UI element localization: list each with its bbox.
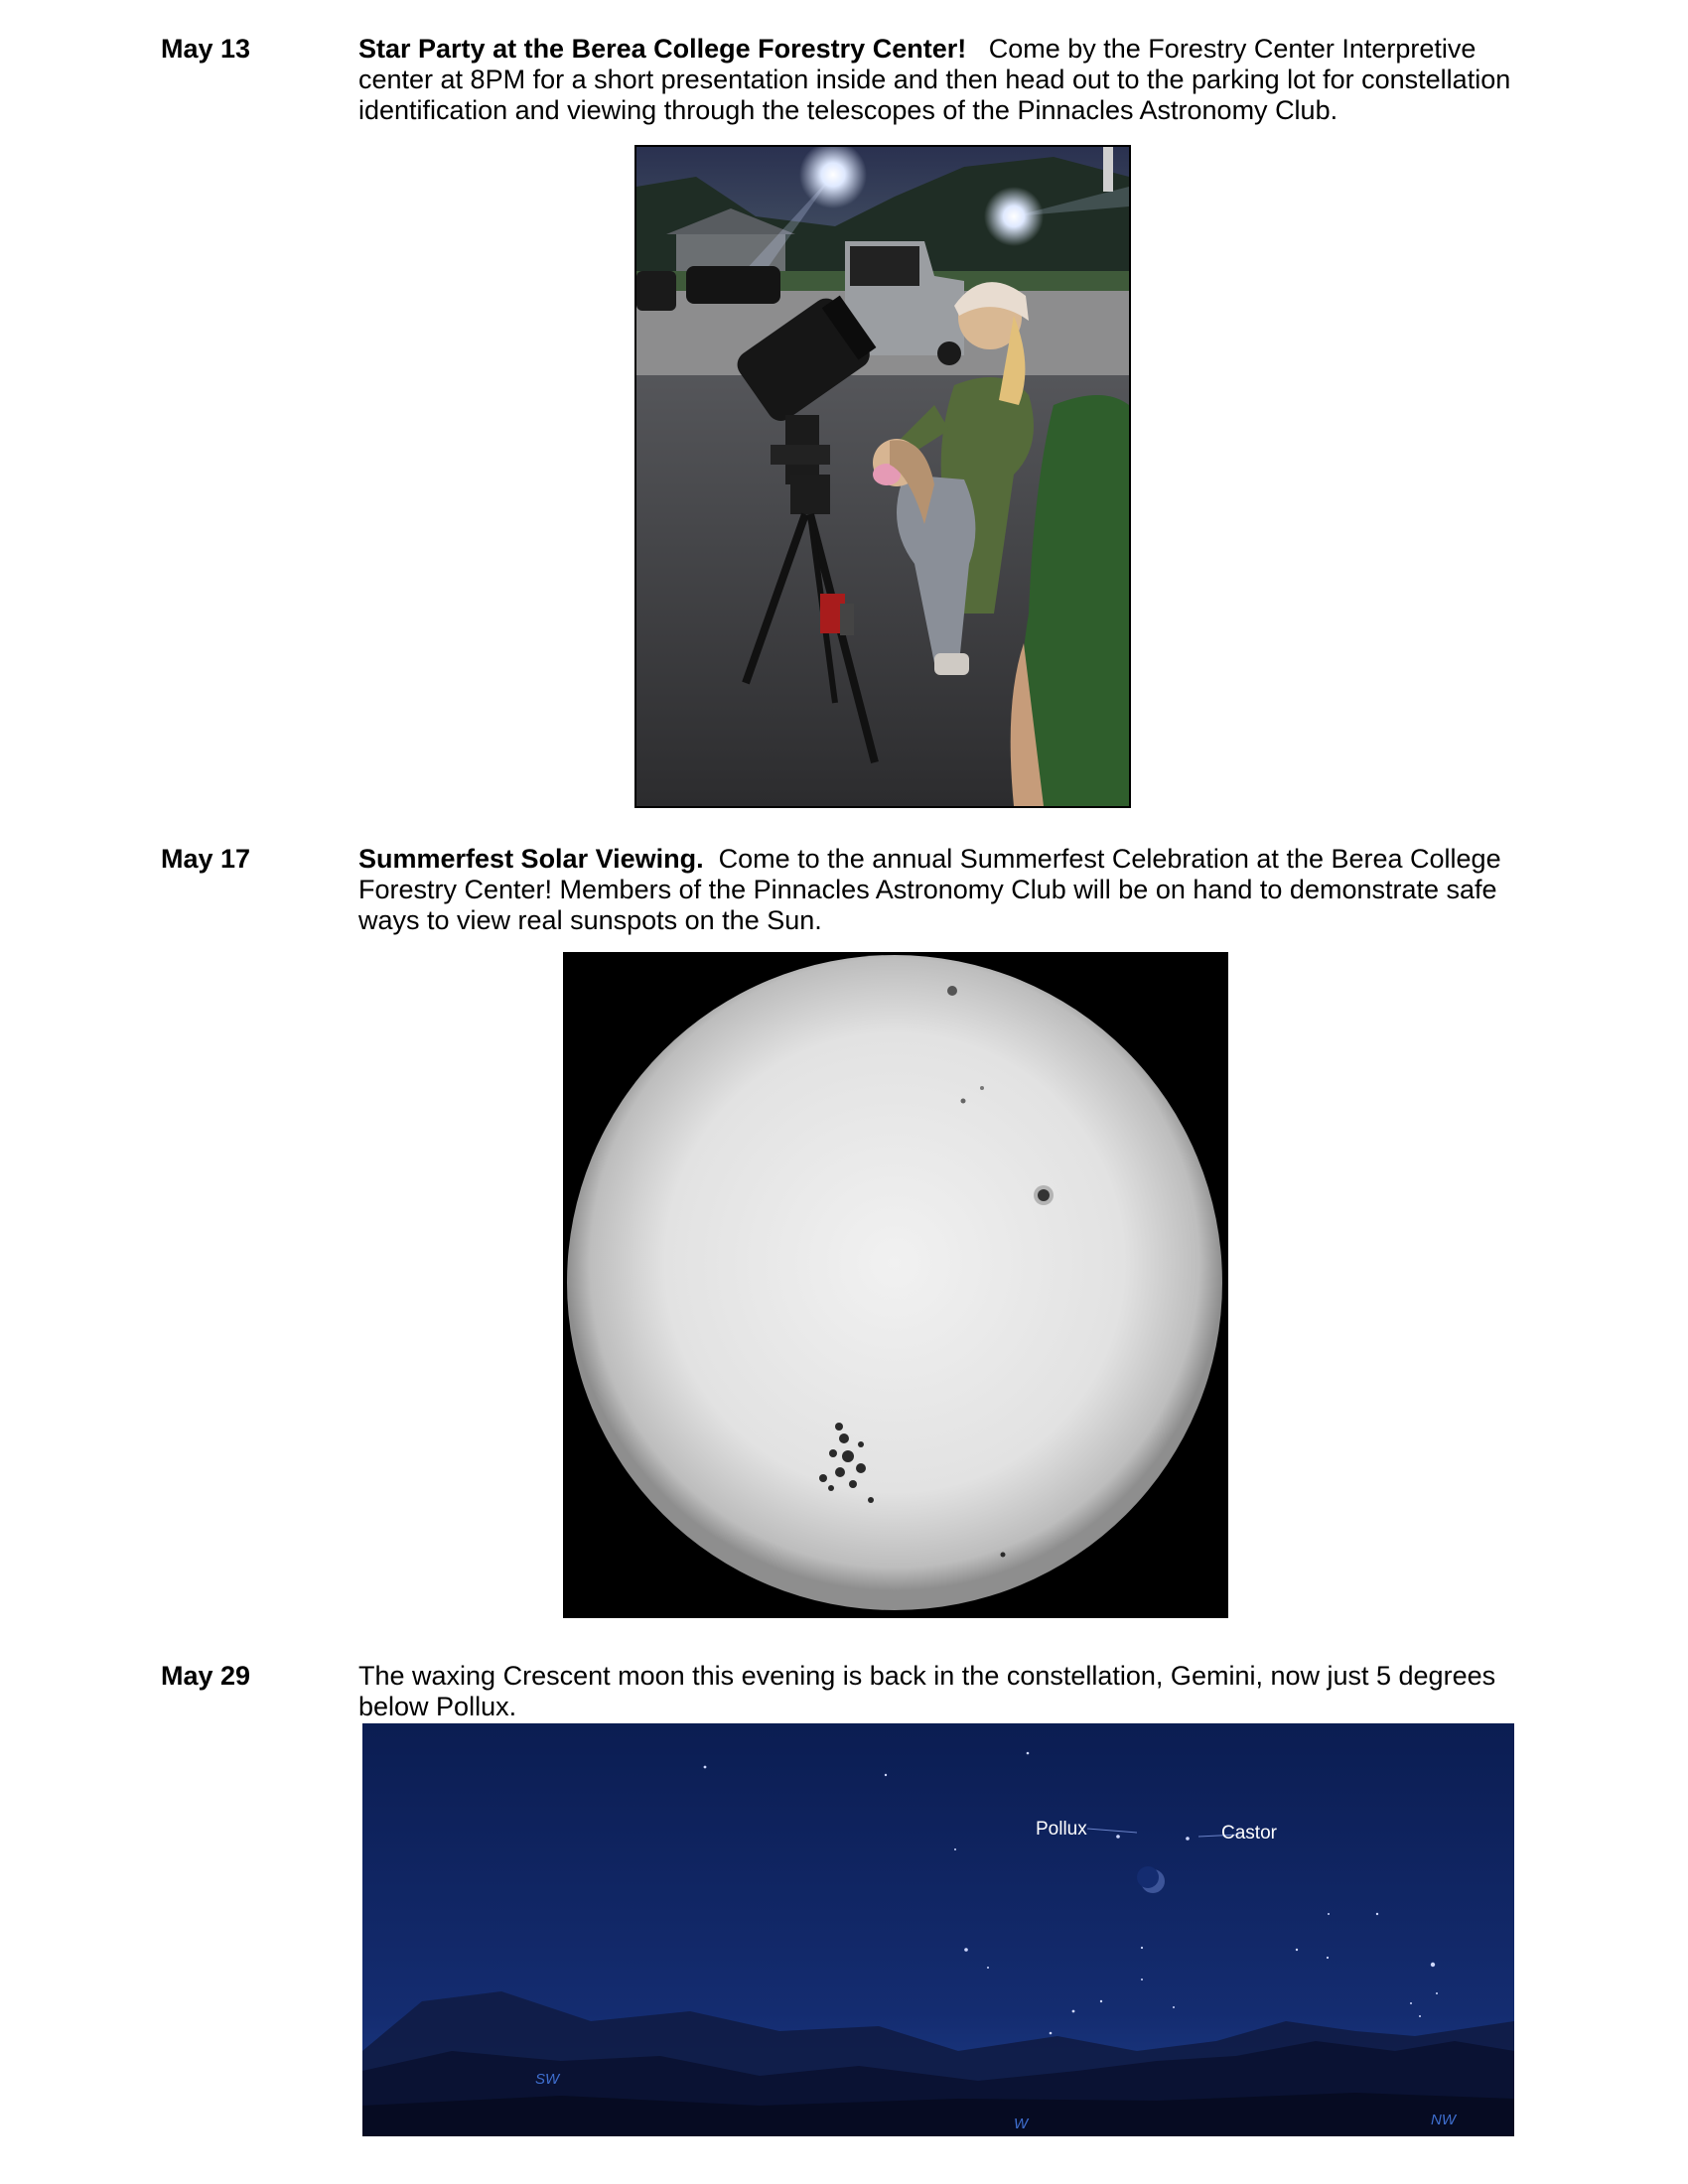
direction-label-w: W	[1014, 2116, 1029, 2132]
direction-label-nw: NW	[1431, 2112, 1456, 2128]
star-party-illustration	[636, 147, 1129, 806]
date-may-13: May 13	[161, 34, 251, 64]
star-label-castor: Castor	[1221, 1823, 1277, 1843]
date-may-29: May 29	[161, 1661, 251, 1691]
sun-illustration	[563, 952, 1228, 1618]
event-description-may-29: The waxing Crescent moon this evening is back in the constellation, Gemini, now just 5 degrees below Pollux.	[358, 1661, 1496, 1721]
star-party-photo	[634, 145, 1131, 808]
sky-chart	[362, 1723, 1514, 2136]
sky-chart-illustration	[362, 1723, 1514, 2136]
event-description-may-17	[358, 844, 1550, 936]
date-may-17: May 17	[161, 844, 251, 874]
star-label-pollux: Pollux	[1036, 1819, 1087, 1840]
sun-photo	[563, 952, 1228, 1618]
event-description-may-13	[358, 34, 1550, 126]
event-title-may-13: Star Party at the Berea College Forestry Center!	[358, 34, 967, 64]
event-text-may-17: Come to the annual Summerfest Celebration at the Berea College Forestry Center! Members of the Pinnacles Astronomy Club will be on hand to demonstrate safe ways to view real sunspots on the Sun.	[358, 844, 1501, 935]
event-text-may-13: Come by the Forestry Center Interpretive center at 8PM for a short presentation inside and then head out to the parking lot for constellation identification and viewing through the telescopes of the Pinnacles Astronomy Club.	[358, 34, 1511, 125]
direction-label-sw: SW	[535, 2071, 560, 2088]
event-title-may-17: Summerfest Solar Viewing.	[358, 844, 704, 874]
